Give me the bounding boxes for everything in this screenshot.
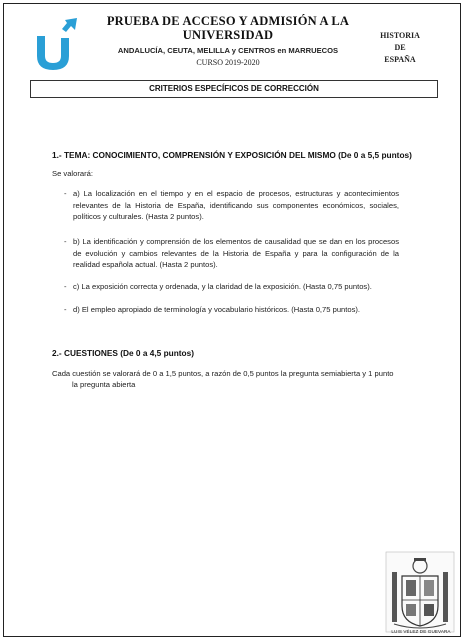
bullet-dash: -	[64, 189, 67, 198]
subject-line2: DE	[394, 43, 406, 52]
section1-title: 1.- TEMA: CONOCIMIENTO, COMPRENSIÓN Y EXPOSICIÓN DEL MISMO (De 0 a 5,5 puntos)	[52, 150, 412, 160]
section2-text-line2: la pregunta abierta	[72, 380, 136, 389]
bullet-dash: -	[64, 305, 67, 314]
criteria-item-c	[64, 281, 399, 293]
seal-caption: LUIS VÉLEZ DE GUEVARA	[391, 629, 451, 634]
coat-of-arms-icon	[384, 550, 456, 634]
criteria-item-a	[64, 188, 399, 223]
bullet-dash: -	[64, 237, 67, 246]
subject-line3: ESPAÑA	[384, 55, 416, 64]
document-page	[3, 3, 461, 637]
criteria-heading: CRITERIOS ESPECÍFICOS DE CORRECCIÓN	[30, 80, 438, 98]
criteria-item-b	[64, 236, 399, 271]
exam-course: CURSO 2019-2020	[196, 58, 260, 67]
exam-title-line1: PRUEBA DE ACCESO Y ADMISIÓN A LA	[106, 14, 350, 28]
bullet-dash: -	[64, 282, 67, 291]
criteria-item-text: b) La identificación y comprensión de los elementos de causalidad que se dan en los procesos de evolución y cambios relevantes de la Historia de España y para la configuración de la realidad española actual. (Hasta 2 puntos).	[73, 237, 399, 269]
criteria-item-text: c) La exposición correcta y ordenada, y la claridad de la exposición. (Hasta 0,75 puntos).	[73, 282, 372, 291]
criteria-item-d	[64, 304, 399, 316]
criteria-item-text: a) La localización en el tiempo y en el espacio de procesos, estructuras y acontecimientos relevantes de la Historia de España, identificando sus componentes económicos, sociales, políticos y culturales. (Hasta 2 puntos).	[73, 189, 399, 221]
section2-text-line1: Cada cuestión se valorará de 0 a 1,5 puntos, a razón de 0,5 puntos la pregunta semiabierta y 1 punto	[52, 369, 394, 378]
subject-block	[370, 30, 430, 66]
section2-title: 2.- CUESTIONES (De 0 a 4,5 puntos)	[52, 348, 194, 358]
exam-region: ANDALUCÍA, CEUTA, MELILLA y CENTROS en MARRUECOS	[117, 46, 339, 55]
exam-title-block	[98, 14, 358, 67]
subject-line1: HISTORIA	[380, 31, 420, 40]
exam-header	[28, 14, 440, 76]
exam-title-line2: UNIVERSIDAD	[182, 28, 274, 42]
section1-intro: Se valorará:	[52, 169, 93, 178]
university-logo-icon	[33, 16, 81, 74]
criteria-item-text: d) El empleo apropiado de terminología y vocabulario históricos. (Hasta 0,75 puntos).	[73, 305, 361, 314]
